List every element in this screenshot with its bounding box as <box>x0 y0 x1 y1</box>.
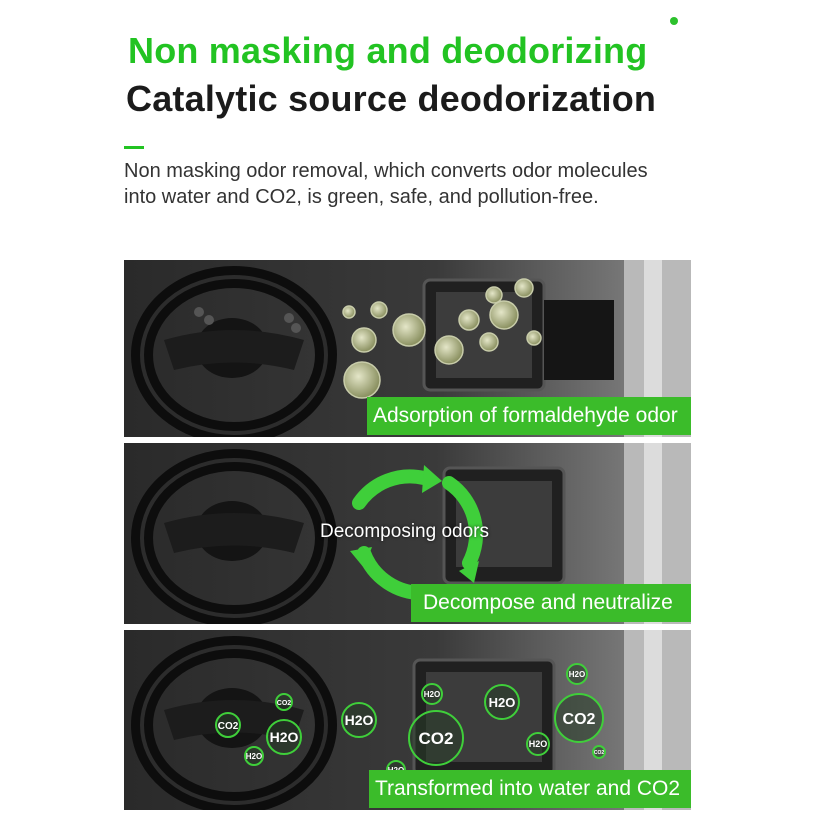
co2-molecule-label: CO2 <box>593 750 605 756</box>
h2o-molecule-label: H2O <box>344 712 374 728</box>
panel-decompose <box>124 443 691 624</box>
title-line-1: Non masking and deodorizing <box>128 30 648 71</box>
h2o-molecule-label: H2O <box>528 739 548 749</box>
co2-molecule-label: CO2 <box>562 711 596 728</box>
co2-molecule-label: CO2 <box>217 721 239 732</box>
accent-dash <box>124 146 144 149</box>
h2o-molecule-label: H2O <box>568 670 586 679</box>
h2o-molecule-label: H2O <box>423 690 441 699</box>
h2o-molecule-label: H2O <box>269 729 299 745</box>
h2o-molecule-label: H2O <box>488 695 516 710</box>
panel-adsorption <box>124 260 691 437</box>
co2-molecule-label: CO2 <box>276 700 292 707</box>
h2o-molecule-label: H2O <box>245 752 263 761</box>
caption-adsorption: Adsorption of formaldehyde odor <box>367 397 691 435</box>
caption-decompose: Decompose and neutralize <box>411 584 691 622</box>
description-text: Non masking odor removal, which converts odor molecules into water and CO2, is green, safe, and pollution-free. <box>124 160 648 208</box>
overlay-decomposing-odors: Decomposing odors <box>320 521 489 542</box>
green-dot-decoration <box>670 17 678 25</box>
panel-transformed <box>124 630 691 810</box>
title-line-2: Catalytic source deodorization <box>126 78 657 119</box>
co2-molecule-label: CO2 <box>418 729 454 748</box>
caption-transformed: Transformed into water and CO2 <box>369 770 691 808</box>
